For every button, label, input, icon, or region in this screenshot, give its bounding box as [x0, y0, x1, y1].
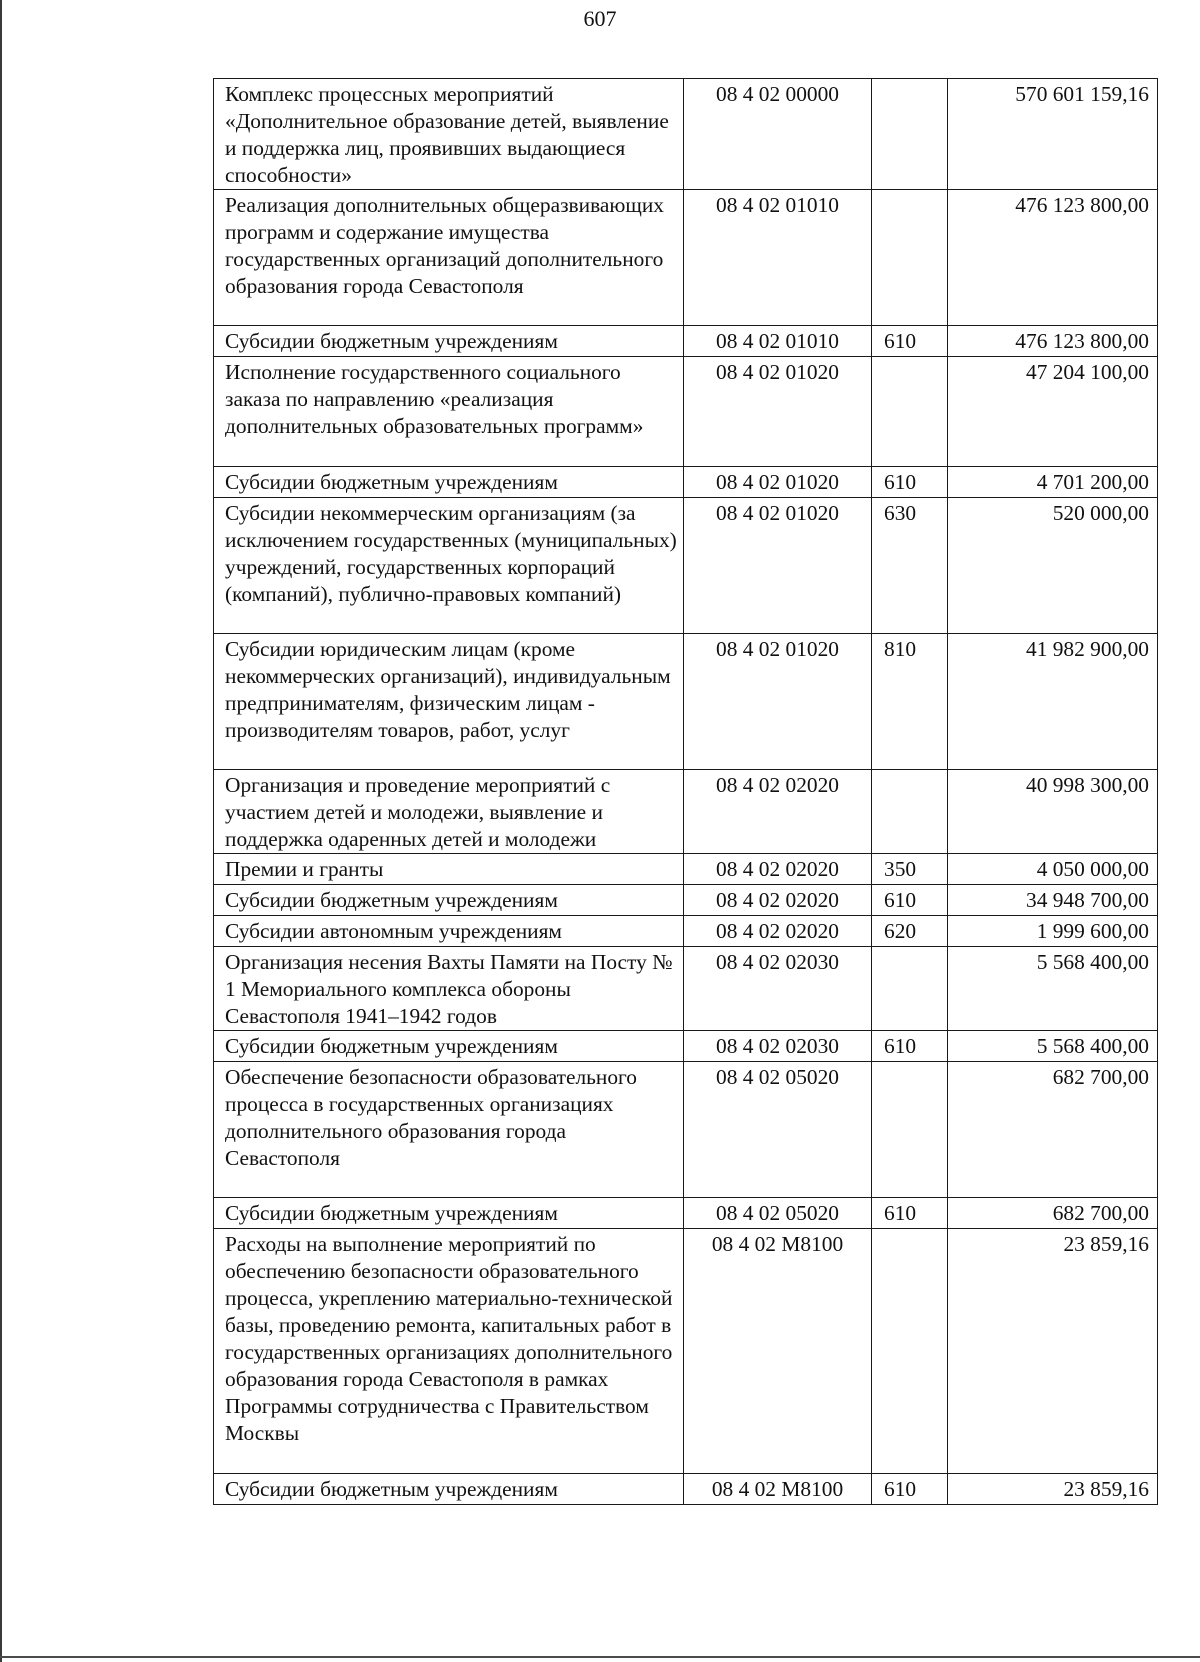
expense-name-cell: Субсидии автономным учреждениям — [214, 916, 684, 947]
table-row — [214, 1031, 1158, 1062]
expense-type-cell: 620 — [872, 916, 948, 947]
amount-cell: 476 123 800,00 — [948, 190, 1158, 326]
expense-type-cell: 610 — [872, 1198, 948, 1229]
target-article-code-cell: 08 4 02 05020 — [684, 1062, 872, 1198]
target-article-code-cell: 08 4 02 05020 — [684, 1198, 872, 1229]
amount-cell: 41 982 900,00 — [948, 634, 1158, 770]
amount-cell: 34 948 700,00 — [948, 885, 1158, 916]
expense-name-cell: Субсидии бюджетным учреждениям — [214, 885, 684, 916]
table-row — [214, 1198, 1158, 1229]
amount-cell: 1 999 600,00 — [948, 916, 1158, 947]
target-article-code-cell: 08 4 02 02020 — [684, 885, 872, 916]
amount-cell: 23 859,16 — [948, 1474, 1158, 1505]
expense-name-cell: Субсидии бюджетным учреждениям — [214, 326, 684, 357]
table-row — [214, 1229, 1158, 1474]
table-row — [214, 885, 1158, 916]
target-article-code-cell: 08 4 02 00000 — [684, 79, 872, 190]
table-body — [214, 79, 1158, 1505]
table-row — [214, 634, 1158, 770]
target-article-code-cell: 08 4 02 01020 — [684, 498, 872, 634]
expense-type-cell — [872, 357, 948, 467]
expense-type-cell — [872, 79, 948, 190]
budget-allocation-table — [213, 78, 1158, 1505]
expense-name-cell: Субсидии бюджетным учреждениям — [214, 1474, 684, 1505]
expense-type-cell: 610 — [872, 1031, 948, 1062]
amount-cell: 4 701 200,00 — [948, 467, 1158, 498]
amount-cell: 5 568 400,00 — [948, 947, 1158, 1031]
table-row — [214, 1062, 1158, 1198]
target-article-code-cell: 08 4 02 02020 — [684, 916, 872, 947]
expense-type-cell: 630 — [872, 498, 948, 634]
expense-name-cell: Субсидии бюджетным учреждениям — [214, 1198, 684, 1229]
table-row — [214, 854, 1158, 885]
target-article-code-cell: 08 4 02 01020 — [684, 357, 872, 467]
expense-name-cell: Реализация дополнительных общеразвивающих программ и содержание имущества государственных организаций дополнительного образования города Севастополя — [214, 190, 684, 326]
amount-cell: 4 050 000,00 — [948, 854, 1158, 885]
expense-name-cell: Исполнение государственного социального заказа по направлению «реализация дополнительных образовательных программ» — [214, 357, 684, 467]
expense-name-cell: Обеспечение безопасности образовательного процесса в государственных организациях дополнительного образования города Севастополя — [214, 1062, 684, 1198]
scan-margin-line — [0, 0, 2, 1662]
scan-bottom-edge — [0, 1656, 1200, 1658]
target-article-code-cell: 08 4 02 02030 — [684, 1031, 872, 1062]
table-row — [214, 770, 1158, 854]
target-article-code-cell: 08 4 02 02030 — [684, 947, 872, 1031]
table-row — [214, 467, 1158, 498]
expense-type-cell — [872, 947, 948, 1031]
amount-cell: 682 700,00 — [948, 1062, 1158, 1198]
expense-name-cell: Субсидии бюджетным учреждениям — [214, 467, 684, 498]
target-article-code-cell: 08 4 02 M8100 — [684, 1229, 872, 1474]
expense-name-cell: Организация и проведение мероприятий с участием детей и молодежи, выявление и поддержка одаренных детей и молодежи — [214, 770, 684, 854]
expense-type-cell: 610 — [872, 467, 948, 498]
table-row — [214, 498, 1158, 634]
target-article-code-cell: 08 4 02 01010 — [684, 326, 872, 357]
target-article-code-cell: 08 4 02 01020 — [684, 634, 872, 770]
page-number: 607 — [583, 6, 617, 31]
target-article-code-cell: 08 4 02 02020 — [684, 770, 872, 854]
target-article-code-cell: 08 4 02 01020 — [684, 467, 872, 498]
expense-name-cell: Субсидии бюджетным учреждениям — [214, 1031, 684, 1062]
expense-type-cell — [872, 1229, 948, 1474]
expense-name-cell: Комплекс процессных мероприятий «Дополнительное образование детей, выявление и поддержка лиц, проявивших выдающиеся способности» — [214, 79, 684, 190]
expense-type-cell: 350 — [872, 854, 948, 885]
expense-type-cell: 610 — [872, 885, 948, 916]
expense-type-cell — [872, 770, 948, 854]
expense-type-cell — [872, 190, 948, 326]
expense-name-cell: Расходы на выполнение мероприятий по обеспечению безопасности образовательного процесса, укреплению материально-технической базы, проведению ремонта, капитальных работ в государственных организациях дополнительного образования города Севастополя в рамках Программы сотрудничества с Правительством Москвы — [214, 1229, 684, 1474]
expense-name-cell: Организация несения Вахты Памяти на Посту № 1 Мемориального комплекса обороны Севастополя 1941–1942 годов — [214, 947, 684, 1031]
amount-cell: 5 568 400,00 — [948, 1031, 1158, 1062]
expense-name-cell: Субсидии юридическим лицам (кроме некоммерческих организаций), индивидуальным предпринимателям, физическим лицам - производителям товаров, работ, услуг — [214, 634, 684, 770]
table-row — [214, 947, 1158, 1031]
expense-type-cell: 610 — [872, 326, 948, 357]
amount-cell: 47 204 100,00 — [948, 357, 1158, 467]
table-row — [214, 79, 1158, 190]
expense-name-cell: Премии и гранты — [214, 854, 684, 885]
target-article-code-cell: 08 4 02 M8100 — [684, 1474, 872, 1505]
table-row — [214, 357, 1158, 467]
expense-type-cell — [872, 1062, 948, 1198]
amount-cell: 520 000,00 — [948, 498, 1158, 634]
table-row — [214, 1474, 1158, 1505]
target-article-code-cell: 08 4 02 01010 — [684, 190, 872, 326]
table-row — [214, 190, 1158, 326]
table-row — [214, 326, 1158, 357]
amount-cell: 476 123 800,00 — [948, 326, 1158, 357]
amount-cell: 682 700,00 — [948, 1198, 1158, 1229]
expense-type-cell: 610 — [872, 1474, 948, 1505]
table-row — [214, 916, 1158, 947]
amount-cell: 23 859,16 — [948, 1229, 1158, 1474]
target-article-code-cell: 08 4 02 02020 — [684, 854, 872, 885]
amount-cell: 40 998 300,00 — [948, 770, 1158, 854]
expense-name-cell: Субсидии некоммерческим организациям (за исключением государственных (муниципальных) учреждений, государственных корпораций (компаний), публично-правовых компаний) — [214, 498, 684, 634]
amount-cell: 570 601 159,16 — [948, 79, 1158, 190]
expense-type-cell: 810 — [872, 634, 948, 770]
